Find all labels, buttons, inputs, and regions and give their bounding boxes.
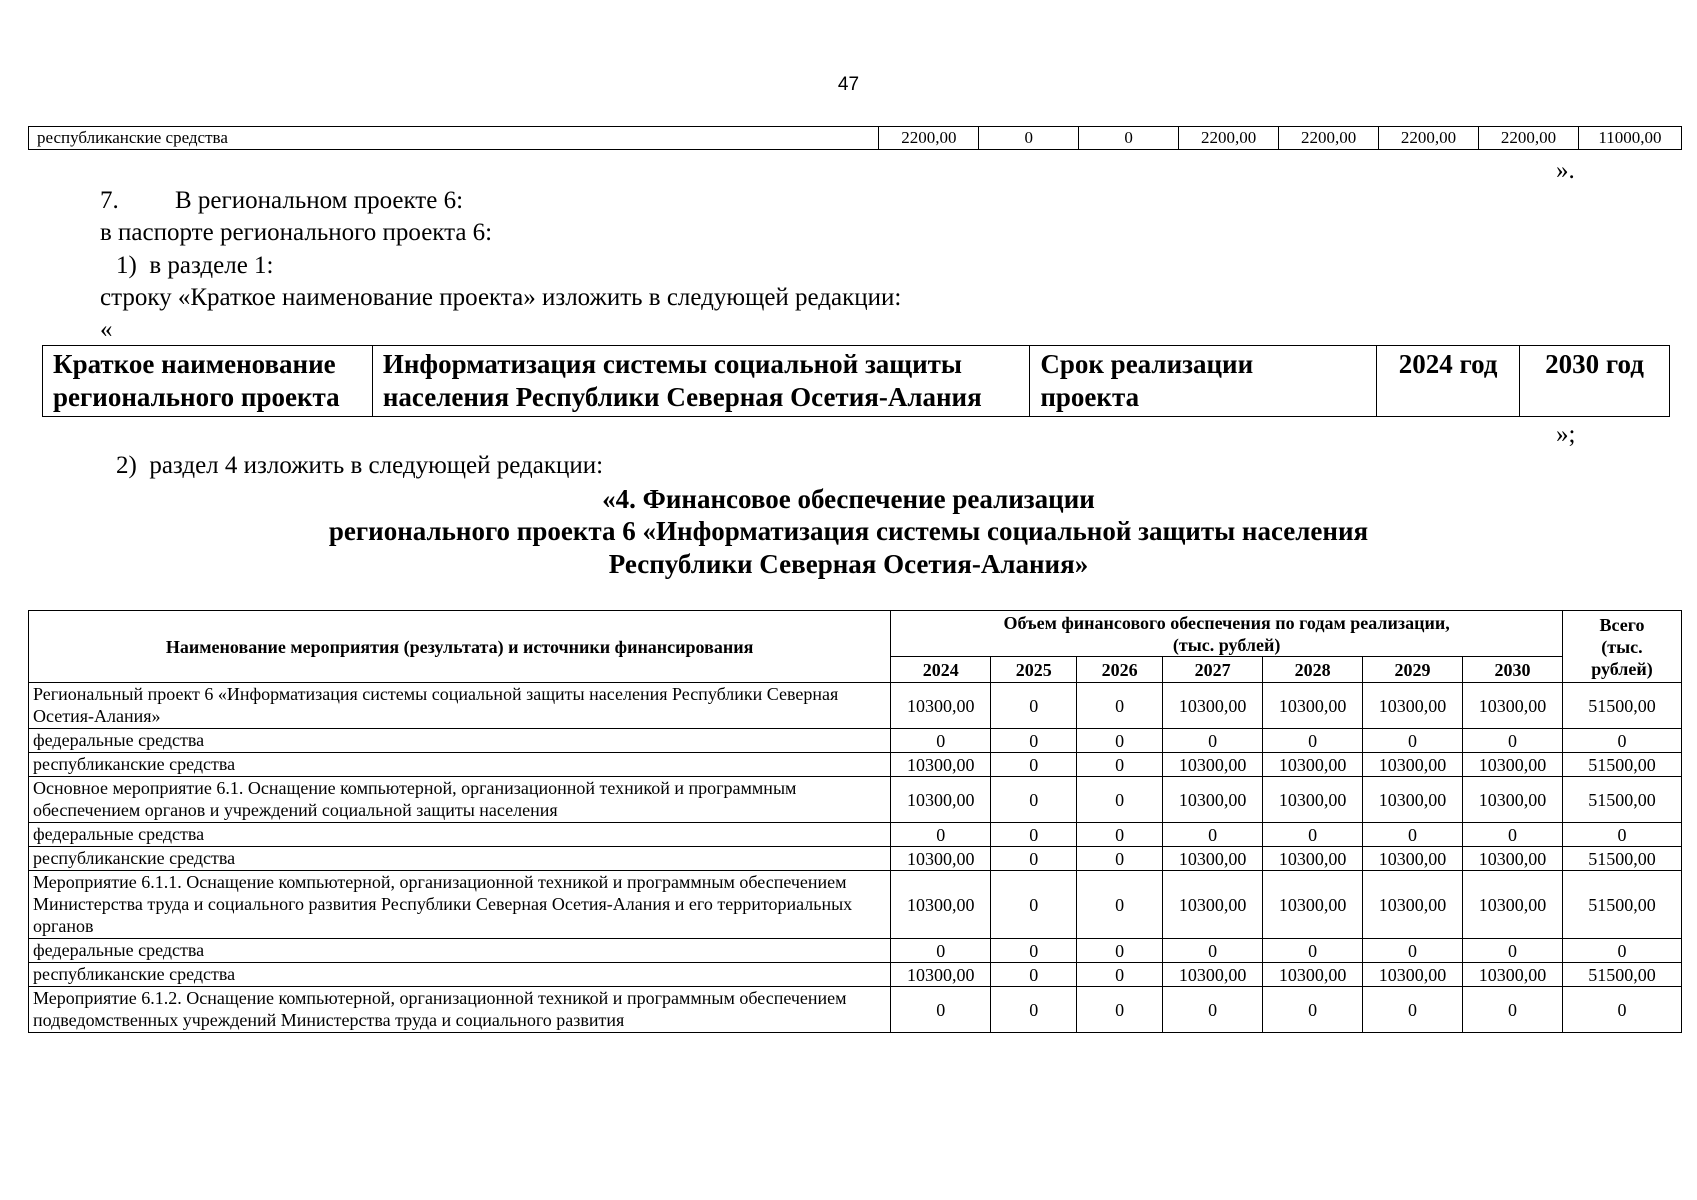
row-name: федеральные средства [29, 729, 891, 753]
table-row [29, 753, 1682, 777]
value-cell: 10300,00 [1463, 753, 1563, 777]
finance-table [28, 610, 1682, 1033]
value-cell: 0 [1563, 823, 1682, 847]
value-cell: 0 [891, 823, 991, 847]
value-cell: 0 [991, 753, 1077, 777]
value-cell: 10300,00 [1363, 871, 1463, 939]
year-header: 2024 [891, 657, 991, 683]
section-heading-line: Республики Северная Осетия-Алания» [608, 549, 1089, 579]
section-heading-line: «4. Финансовое обеспечение реализации [602, 484, 1095, 514]
project-name-cell [372, 346, 1030, 417]
value-cell: 0 [1163, 939, 1263, 963]
value-cell: 10300,00 [891, 683, 991, 729]
value-cell: 0 [991, 987, 1077, 1033]
col-volume-line: Объем финансового обеспечения по годам реализации, [1003, 612, 1450, 633]
value-cell: 0 [1077, 823, 1163, 847]
value-cell: 2200,00 [1179, 127, 1279, 150]
value-cell: 51500,00 [1563, 963, 1682, 987]
value-cell: 0 [991, 963, 1077, 987]
value-cell: 0 [1263, 939, 1363, 963]
value-cell: 0 [891, 987, 991, 1033]
year-header: 2028 [1263, 657, 1363, 683]
value-cell: 0 [1077, 753, 1163, 777]
value-cell: 10300,00 [1463, 777, 1563, 823]
value-cell: 0 [1263, 987, 1363, 1033]
col-name-header: Наименование мероприятия (результата) и источники финансирования [29, 611, 891, 683]
value-cell: 10300,00 [1363, 683, 1463, 729]
closing-quote: ». [1556, 157, 1575, 184]
value-cell: 10300,00 [1263, 777, 1363, 823]
value-cell: 0 [979, 127, 1079, 150]
value-cell: 0 [1077, 847, 1163, 871]
value-cell: 0 [1263, 729, 1363, 753]
value-cell: 51500,00 [1563, 871, 1682, 939]
value-cell: 2200,00 [879, 127, 979, 150]
finance-table-body [29, 683, 1682, 1033]
value-cell: 51500,00 [1563, 683, 1682, 729]
value-cell: 0 [1563, 729, 1682, 753]
value-cell: 0 [1163, 987, 1263, 1033]
term-label-cell [1030, 346, 1377, 417]
year-header: 2030 [1463, 657, 1563, 683]
value-cell: 0 [1077, 963, 1163, 987]
value-cell: 10300,00 [1163, 871, 1263, 939]
table-row [29, 987, 1682, 1033]
col-total-line: (тыс. [1601, 636, 1643, 657]
label-line: регионального проекта [53, 382, 340, 412]
value-cell: 0 [991, 683, 1077, 729]
value-cell: 51500,00 [1563, 753, 1682, 777]
row-statement-text: строку «Краткое наименование проекта» изложить в следующей редакции: [100, 284, 902, 311]
row-name: республиканские средства [29, 963, 891, 987]
value-cell: 10300,00 [1463, 683, 1563, 729]
table-row [29, 939, 1682, 963]
row-name: республиканские средства [29, 753, 891, 777]
table-row [29, 963, 1682, 987]
row-name: федеральные средства [29, 823, 891, 847]
row-name: Основное мероприятие 6.1. Оснащение компьютерной, организационной техникой и программным обеспечением органов и учреждений социальной защиты населения [29, 777, 891, 823]
value-cell: 10300,00 [1263, 683, 1363, 729]
value-cell: 10300,00 [891, 777, 991, 823]
value-cell: 0 [1363, 987, 1463, 1033]
label-line: Краткое наименование [53, 349, 336, 379]
value-cell: 0 [991, 871, 1077, 939]
subitem-1-text: 1) в разделе 1: [116, 252, 274, 279]
passport-text: в паспорте регионального проекта 6: [100, 219, 493, 246]
value-cell: 2200,00 [1379, 127, 1479, 150]
value-cell: 2200,00 [1479, 127, 1579, 150]
section-heading-line: регионального проекта 6 «Информатизация системы социальной защиты населения [328, 516, 1369, 546]
value-cell: 0 [1077, 777, 1163, 823]
value-cell: 10300,00 [1163, 683, 1263, 729]
value-cell: 10300,00 [891, 753, 991, 777]
row-name: республиканские средства [29, 847, 891, 871]
row-name: Мероприятие 6.1.1. Оснащение компьютерной, организационной техникой и программным обеспечением Министерства труда и социального развития Республики Северная Осетия-Алания и его территориальных органов [29, 871, 891, 939]
project-name-line: населения Республики Северная Осетия-Алания [382, 382, 982, 412]
value-cell: 51500,00 [1563, 777, 1682, 823]
col-volume-line: (тыс. рублей) [1172, 634, 1281, 655]
table-row [43, 346, 1670, 417]
col-total-line: рублей) [1591, 658, 1653, 679]
value-cell: 10300,00 [1163, 963, 1263, 987]
short-name-table [42, 345, 1670, 417]
value-cell: 0 [991, 939, 1077, 963]
table-row [29, 823, 1682, 847]
start-year-cell: 2024 год [1377, 346, 1520, 417]
col-total-line: Всего [1599, 614, 1645, 635]
col-volume-header [891, 611, 1563, 657]
row-name: федеральные средства [29, 939, 891, 963]
value-cell: 10300,00 [1163, 777, 1263, 823]
item-7-text: 7. В региональном проекте 6: [100, 187, 464, 214]
value-cell: 0 [1263, 823, 1363, 847]
carry-over-table [28, 126, 1682, 150]
term-label-line: Срок реализации [1040, 349, 1254, 379]
value-cell: 10300,00 [1163, 753, 1263, 777]
value-cell: 10300,00 [1363, 777, 1463, 823]
table-row [29, 683, 1682, 729]
end-year-cell: 2030 год [1520, 346, 1670, 417]
value-cell: 10300,00 [891, 847, 991, 871]
page-number: 47 [837, 74, 860, 95]
value-cell: 0 [1079, 127, 1179, 150]
value-cell: 51500,00 [1563, 847, 1682, 871]
value-cell: 10300,00 [1263, 871, 1363, 939]
row-name: Региональный проект 6 «Информатизация системы социальной защиты населения Республики Северная Осетия-Алания» [29, 683, 891, 729]
term-label-line: проекта [1040, 382, 1140, 412]
value-cell: 2200,00 [1279, 127, 1379, 150]
value-cell: 10300,00 [1363, 753, 1463, 777]
value-cell: 10300,00 [1363, 847, 1463, 871]
value-cell: 0 [991, 777, 1077, 823]
value-cell: 0 [1463, 823, 1563, 847]
value-cell: 11000,00 [1578, 127, 1681, 150]
value-cell: 0 [1563, 987, 1682, 1033]
value-cell: 10300,00 [891, 963, 991, 987]
value-cell: 0 [1077, 871, 1163, 939]
row-name: республиканские средства [29, 127, 879, 150]
year-header: 2025 [991, 657, 1077, 683]
table-row [29, 729, 1682, 753]
project-name-line: Информатизация системы социальной защиты [382, 349, 962, 379]
value-cell: 0 [1077, 987, 1163, 1033]
value-cell: 0 [1077, 683, 1163, 729]
closing-quote: »; [1556, 421, 1576, 448]
table-row [29, 871, 1682, 939]
value-cell: 0 [1363, 939, 1463, 963]
opening-quote: « [100, 316, 113, 343]
value-cell: 10300,00 [1263, 963, 1363, 987]
col-total-header [1563, 611, 1682, 683]
value-cell: 0 [1363, 729, 1463, 753]
value-cell: 0 [891, 939, 991, 963]
value-cell: 0 [1363, 823, 1463, 847]
header-row [29, 611, 1682, 657]
value-cell: 10300,00 [1463, 871, 1563, 939]
value-cell: 10300,00 [1363, 963, 1463, 987]
table-row [29, 127, 1682, 150]
table-row [29, 777, 1682, 823]
value-cell: 0 [991, 847, 1077, 871]
value-cell: 0 [1463, 939, 1563, 963]
value-cell: 10300,00 [891, 871, 991, 939]
value-cell: 0 [991, 823, 1077, 847]
row-name: Мероприятие 6.1.2. Оснащение компьютерной, организационной техникой и программным обеспечением подведомственных учреждений Министерства труда и социального развития [29, 987, 891, 1033]
value-cell: 0 [1077, 939, 1163, 963]
subitem-2-text: 2) раздел 4 изложить в следующей редакции: [116, 452, 604, 479]
label-cell [43, 346, 373, 417]
value-cell: 0 [1463, 729, 1563, 753]
value-cell: 10300,00 [1163, 847, 1263, 871]
value-cell: 10300,00 [1263, 753, 1363, 777]
year-header: 2029 [1363, 657, 1463, 683]
table-row [29, 847, 1682, 871]
value-cell: 10300,00 [1463, 847, 1563, 871]
value-cell: 10300,00 [1463, 963, 1563, 987]
value-cell: 0 [1563, 939, 1682, 963]
year-header: 2027 [1163, 657, 1263, 683]
value-cell: 0 [1163, 729, 1263, 753]
value-cell: 0 [991, 729, 1077, 753]
value-cell: 0 [1163, 823, 1263, 847]
value-cell: 0 [1077, 729, 1163, 753]
year-header: 2026 [1077, 657, 1163, 683]
value-cell: 10300,00 [1263, 847, 1363, 871]
value-cell: 0 [1463, 987, 1563, 1033]
value-cell: 0 [891, 729, 991, 753]
